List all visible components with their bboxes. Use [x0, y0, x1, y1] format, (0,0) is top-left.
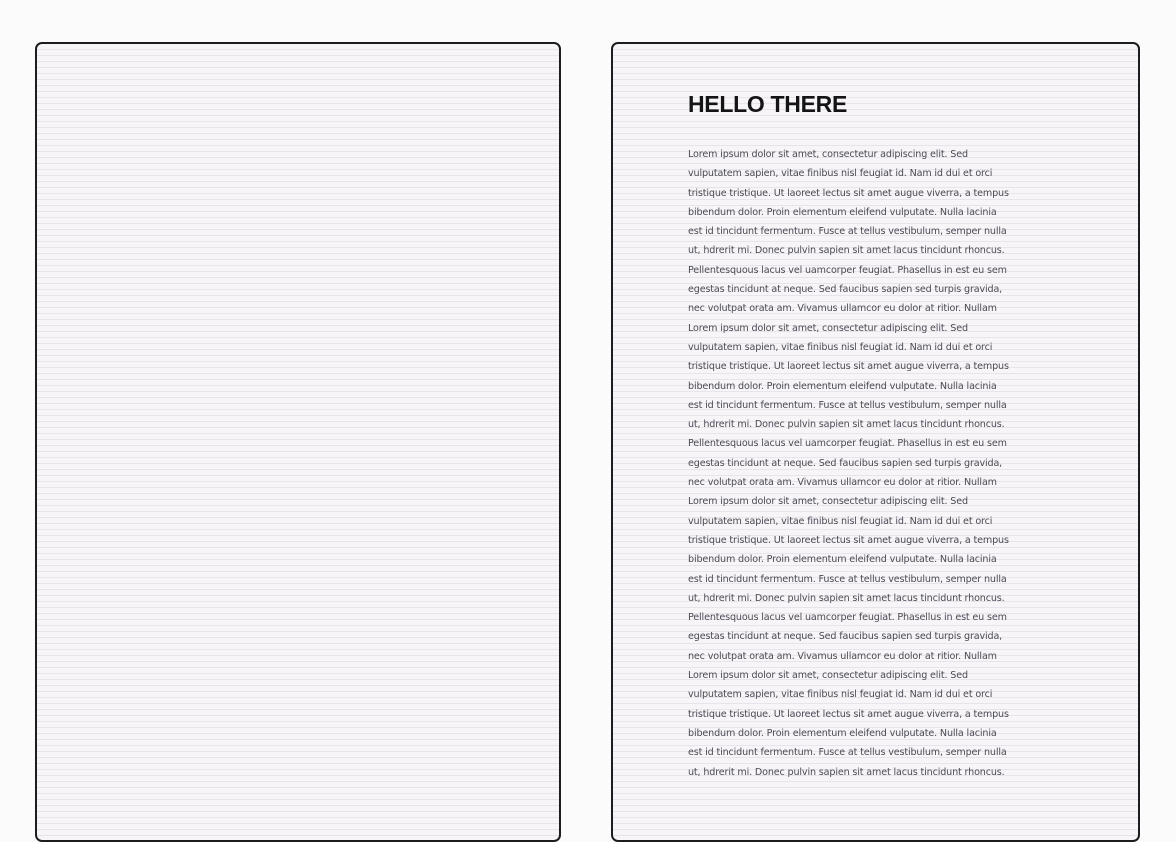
text-line: vulputatem sapien, vitae finibus nisl feugiat id. Nam id dui et orci — [688, 515, 993, 527]
text-line: nec volutpat orata am. Vivamus ullamcor eu dolor at ritior. Nullam — [688, 650, 997, 662]
text-line: Lorem ipsum dolor sit amet, consectetur adipiscing elit. Sed — [688, 670, 968, 682]
text-line: ut, hdrerit mi. Donec pulvin sapien sit amet lacus tincidunt rhoncus. — [688, 766, 1005, 778]
text-page — [611, 42, 1140, 842]
page-heading: HELLO THERE — [688, 91, 847, 117]
text-line: tristique tristique. Ut laoreet lectus sit amet augue viverra, a tempus — [688, 187, 1009, 199]
text-line: egestas tincidunt at neque. Sed faucibus sapien sed turpis gravida, — [688, 631, 1003, 643]
text-line: nec volutpat orata am. Vivamus ullamcor eu dolor at ritior. Nullam — [688, 477, 997, 489]
text-line: bibendum dolor. Proin elementum eleifend vulputate. Nulla lacinia — [688, 380, 997, 392]
text-line: est id tincidunt fermentum. Fusce at tellus vestibulum, semper nulla — [688, 747, 1007, 759]
text-line: ut, hdrerit mi. Donec pulvin sapien sit amet lacus tincidunt rhoncus. — [688, 592, 1005, 604]
blank-lined-page — [35, 42, 561, 842]
text-line: tristique tristique. Ut laoreet lectus sit amet augue viverra, a tempus — [688, 534, 1009, 546]
text-line: bibendum dolor. Proin elementum eleifend vulputate. Nulla lacinia — [688, 727, 997, 739]
text-line: tristique tristique. Ut laoreet lectus sit amet augue viverra, a tempus — [688, 708, 1009, 720]
text-line: bibendum dolor. Proin elementum eleifend vulputate. Nulla lacinia — [688, 554, 997, 566]
text-line: nec volutpat orata am. Vivamus ullamcor eu dolor at ritior. Nullam — [688, 303, 997, 315]
text-line: est id tincidunt fermentum. Fusce at tellus vestibulum, semper nulla — [688, 573, 1007, 585]
body-text — [688, 145, 1088, 782]
text-line: est id tincidunt fermentum. Fusce at tellus vestibulum, semper nulla — [688, 226, 1007, 238]
text-line: tristique tristique. Ut laoreet lectus sit amet augue viverra, a tempus — [688, 361, 1009, 373]
text-line: Lorem ipsum dolor sit amet, consectetur adipiscing elit. Sed — [688, 149, 968, 160]
text-line: Pellentesquous lacus vel uamcorper feugiat. Phasellus in est eu sem — [688, 438, 1007, 450]
text-line: Lorem ipsum dolor sit amet, consectetur adipiscing elit. Sed — [688, 496, 968, 508]
text-line: ut, hdrerit mi. Donec pulvin sapien sit amet lacus tincidunt rhoncus. — [688, 245, 1005, 257]
text-line: vulputatem sapien, vitae finibus nisl feugiat id. Nam id dui et orci — [688, 168, 993, 180]
text-line: egestas tincidunt at neque. Sed faucibus sapien sed turpis gravida, — [688, 457, 1003, 469]
text-line: vulputatem sapien, vitae finibus nisl feugiat id. Nam id dui et orci — [688, 341, 993, 353]
text-line: est id tincidunt fermentum. Fusce at tellus vestibulum, semper nulla — [688, 399, 1007, 411]
text-line: vulputatem sapien, vitae finibus nisl feugiat id. Nam id dui et orci — [688, 689, 993, 701]
text-line: bibendum dolor. Proin elementum eleifend vulputate. Nulla lacinia — [688, 206, 997, 218]
text-line: Lorem ipsum dolor sit amet, consectetur adipiscing elit. Sed — [688, 322, 968, 334]
text-line: Pellentesquous lacus vel uamcorper feugiat. Phasellus in est eu sem — [688, 612, 1007, 624]
text-line: ut, hdrerit mi. Donec pulvin sapien sit amet lacus tincidunt rhoncus. — [688, 419, 1005, 431]
text-line: egestas tincidunt at neque. Sed faucibus sapien sed turpis gravida, — [688, 284, 1003, 296]
text-line: Pellentesquous lacus vel uamcorper feugiat. Phasellus in est eu sem — [688, 264, 1007, 276]
